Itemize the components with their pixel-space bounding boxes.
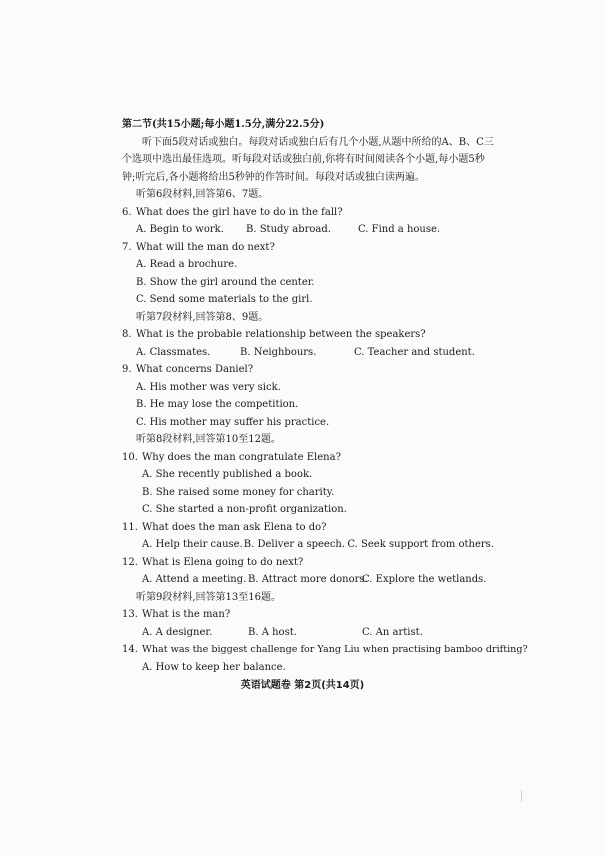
section-title: 第二节(共15小题;每小题1.5分,满分22.5分) (122, 119, 325, 130)
option-c: C. Teacher and student. (354, 346, 475, 358)
option-b: B. Study abroad. (246, 224, 331, 235)
question-10 (122, 449, 494, 467)
material-9-instruction: 听第9段材料,回答第13至16题。 (136, 591, 281, 603)
question-14 (122, 641, 528, 659)
option-a: A. Classmates. (136, 346, 211, 358)
question-13 (122, 606, 494, 624)
option-b: B. Attract more donors. (248, 574, 368, 585)
option-a: A. How to keep her balance. (142, 661, 286, 673)
option-a: A. Read a brochure. (136, 259, 238, 270)
question-text: What is the probable relationship between the speakers? (136, 329, 426, 340)
question-8-options (122, 344, 494, 362)
question-text: What does the girl have to do in the fall? (136, 206, 343, 218)
option-c: C. Send some materials to the girl. (136, 294, 313, 305)
question-text: What was the biggest challenge for Yang Liu when practising bamboo drifting? (142, 644, 528, 655)
question-8 (122, 326, 494, 344)
option-b: B. Show the girl around the center. (136, 276, 315, 288)
question-number: 6. (122, 206, 132, 218)
question-number: 13. (122, 609, 138, 620)
option-a: A. A designer. (142, 626, 213, 638)
question-number: 8. (122, 329, 132, 340)
option-a: A. Begin to work. (136, 224, 224, 235)
option-b: B. He may lose the competition. (136, 399, 299, 410)
question-9 (122, 361, 494, 379)
question-6 (122, 204, 494, 222)
option-c: C. Explore the wetlands. (362, 574, 487, 585)
option-c: C. His mother may suffer his practice. (136, 416, 330, 428)
option-c: C. Seek support from others. (347, 539, 494, 550)
question-number: 7. (122, 241, 132, 253)
option-c: C. An artist. (362, 626, 423, 638)
option-c: C. Find a house. (358, 224, 441, 235)
question-text: What does the man ask Elena to do? (142, 521, 327, 533)
option-c: C. She started a non-profit organization. (142, 504, 347, 515)
option-b: B. Deliver a speech. (243, 539, 346, 550)
option-a: A. She recently published a book. (142, 469, 313, 480)
question-11-options (122, 536, 494, 554)
question-number: 10. (122, 451, 138, 463)
question-number: 12. (122, 556, 138, 568)
question-text: Why does the man congratulate Elena? (142, 451, 341, 463)
option-b: B. A host. (248, 626, 297, 638)
option-b: B. Neighbours. (240, 346, 317, 358)
question-13-options (122, 624, 494, 642)
material-6-instruction: 听第6段材料,回答第6、7题。 (136, 189, 269, 200)
question-6-options (122, 221, 494, 239)
question-text: What will the man do next? (136, 241, 275, 253)
exam-content (122, 116, 528, 676)
scan-mark (521, 790, 522, 802)
option-a: A. Help their cause. (142, 539, 243, 550)
question-number: 11. (122, 521, 138, 533)
question-number: 14. (122, 644, 138, 655)
option-a: A. Attend a meeting. (142, 574, 247, 585)
material-7-instruction: 听第7段材料,回答第8、9题。 (136, 311, 269, 323)
page-footer: 英语试题卷 第2页(共14页) (240, 680, 365, 691)
question-7 (122, 239, 494, 257)
question-text: What is Elena going to do next? (142, 556, 304, 568)
question-text: What concerns Daniel? (136, 364, 254, 375)
question-12 (122, 554, 494, 572)
material-8-instruction: 听第8段材料,回答第10至12题。 (136, 434, 281, 445)
question-number: 9. (122, 364, 132, 375)
option-b: B. She raised some money for charity. (142, 486, 335, 498)
question-12-options (122, 571, 494, 589)
option-a: A. His mother was very sick. (136, 381, 281, 393)
section-instructions: 听下面5段对话或独白。每段对话或独白后有几个小题,从题中所给的A、B、C三个选项中选出最佳选项。听每段对话或独白前,你将有时间阅读各个小题,每小题5秒钟;听完后,各小题将给出5秒钟的作答时间。每段对话或独白读两遍。 (122, 136, 494, 183)
question-text: What is the man? (142, 609, 231, 620)
question-11 (122, 519, 494, 537)
